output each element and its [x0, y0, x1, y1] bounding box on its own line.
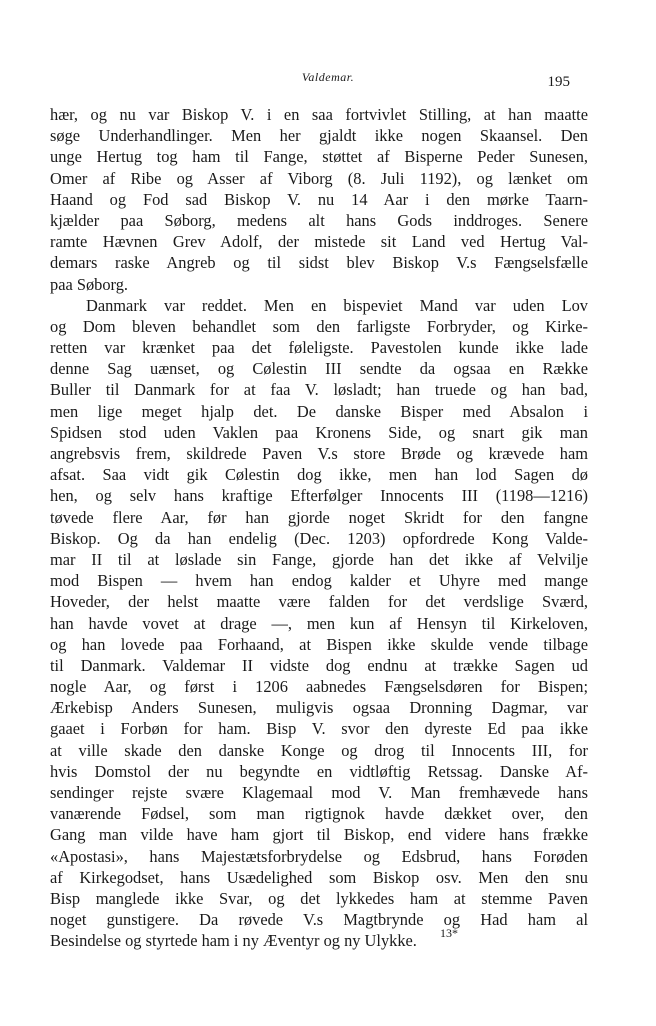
text-line: noget gunstigere. Da røvede V.s Magtbrynde og Had ham al — [50, 910, 588, 930]
text-line: han havde vovet at drage —, men kun af Hensyn til Kirkeloven, — [50, 613, 588, 633]
text-line: Haand og Fod sad Biskop V. nu 14 Aar i den mørke Taarn- — [50, 189, 588, 209]
text-line: demars raske Angreb og til sidst blev Biskop V.s Fængselsfælle — [50, 253, 588, 273]
text-line: Gang man vilde have ham gjort til Biskop, end videre hans frække — [50, 825, 588, 845]
text-line: sendinger rejste svære Klagemaal mod V. Man fremhævede hans — [50, 783, 588, 802]
paragraph — [50, 295, 588, 952]
text-line: retten var krænket paa det føleligste. Pavestolen kunde ikke lade — [50, 338, 588, 358]
text-line: kjælder paa Søborg, medens alt hans Gods inddroges. Senere — [50, 210, 588, 230]
text-line: angrebsvis frem, skildrede Paven V.s store Brøde og krævede ham — [50, 444, 588, 463]
text-line: og han lovede paa Forhaand, at Bispen ikke skulde vende tilbage — [50, 634, 588, 654]
text-line: Danmark var reddet. Men en bispeviet Mand var uden Lov — [86, 295, 588, 315]
running-head — [0, 70, 656, 88]
text-line: Biskop. Og da han endelig (Dec. 1203) opfordrede Kong Valde- — [50, 528, 588, 548]
text-line: mod Bispen — hvem han endog kalder et Uhyre med mange — [50, 571, 588, 591]
text-line: Buller til Danmark for at faa V. løsladt; han truede og han bad, — [50, 380, 588, 400]
text-line: af Kirkegodset, hans Usædelighed som Biskop osv. Men den snu — [50, 867, 588, 887]
text-line: Omer af Ribe og Asser af Viborg (8. Juli 1192), og lænket om — [50, 168, 588, 188]
text-line: gaaet i Forbøn for ham. Bisp V. svor den dyreste Ed paa ikke — [50, 719, 588, 739]
text-line: men lige meget hjalp det. De danske Bisper med Absalon i — [50, 401, 588, 421]
text-line: Spidsen stod uden Vaklen paa Kronens Side, og snart gik man — [50, 422, 588, 442]
text-line: hær, og nu var Biskop V. i en saa fortvivlet Stilling, at han maatte — [50, 105, 588, 124]
text-line: og Dom bleven behandlet som den farligste Forbryder, og Kirke- — [50, 316, 588, 336]
text-line: Bisp manglede ikke Svar, og det lykkedes ham at stemme Paven — [50, 888, 588, 908]
text-line: Ærkebisp Anders Sunesen, muligvis ogsaa Dronning Dagmar, var — [50, 698, 588, 718]
text-line: til Danmark. Valdemar II vidste dog endnu at trække Sagen ud — [50, 655, 588, 675]
text-line: paa Søborg. — [50, 274, 128, 294]
text-line: denne Sag uænset, og Cølestin III sendte da ogsaa en Række — [50, 359, 588, 379]
text-line: at ville skade den danske Konge og drog til Innocents III, for — [50, 740, 588, 760]
text-line: søge Underhandlinger. Men her gjaldt ikke nogen Skaansel. Den — [50, 126, 588, 146]
text-line: ramte Hævnen Grev Adolf, der mistede sit Land ved Hertug Val- — [50, 232, 588, 252]
text-line: unge Hertug tog ham til Fange, støttet af Bisperne Peder Sunesen, — [50, 147, 588, 167]
text-line: Hoveder, der helst maatte være falden for det verdslige Sværd, — [50, 592, 588, 612]
text-line: afsat. Saa vidt gik Cølestin dog ikke, men han lod Sagen dø — [50, 465, 588, 485]
body-text — [50, 104, 588, 952]
text-line: mar II til at løslade sin Fange, gjorde han det ikke af Velvilje — [50, 549, 588, 569]
text-line: tøvede flere Aar, før han gjorde noget Skridt for den fangne — [50, 507, 588, 527]
text-line: nogle Aar, og først i 1206 aabnedes Fængselsdøren for Bispen; — [50, 677, 588, 697]
text-line: hen, og selv hans kraftige Efterfølger Innocents III (1198—1216) — [50, 486, 588, 506]
text-line: hvis Domstol der nu begyndte en vidtløftig Retssag. Danske Af- — [50, 761, 588, 781]
text-line: Besindelse og styrtede ham i ny Æventyr og ny Ulykke. — [50, 931, 417, 951]
paragraph — [50, 104, 588, 295]
text-line: «Apostasi», hans Majestætsforbrydelse og Edsbrud, hans Forøden — [50, 846, 588, 866]
text-line: vanærende Fødsel, som man rigtignok havde dækket over, den — [50, 804, 588, 824]
page-number: 195 — [547, 74, 570, 90]
running-title: Valdemar. — [301, 70, 355, 84]
signature-mark: 13* — [440, 926, 458, 940]
